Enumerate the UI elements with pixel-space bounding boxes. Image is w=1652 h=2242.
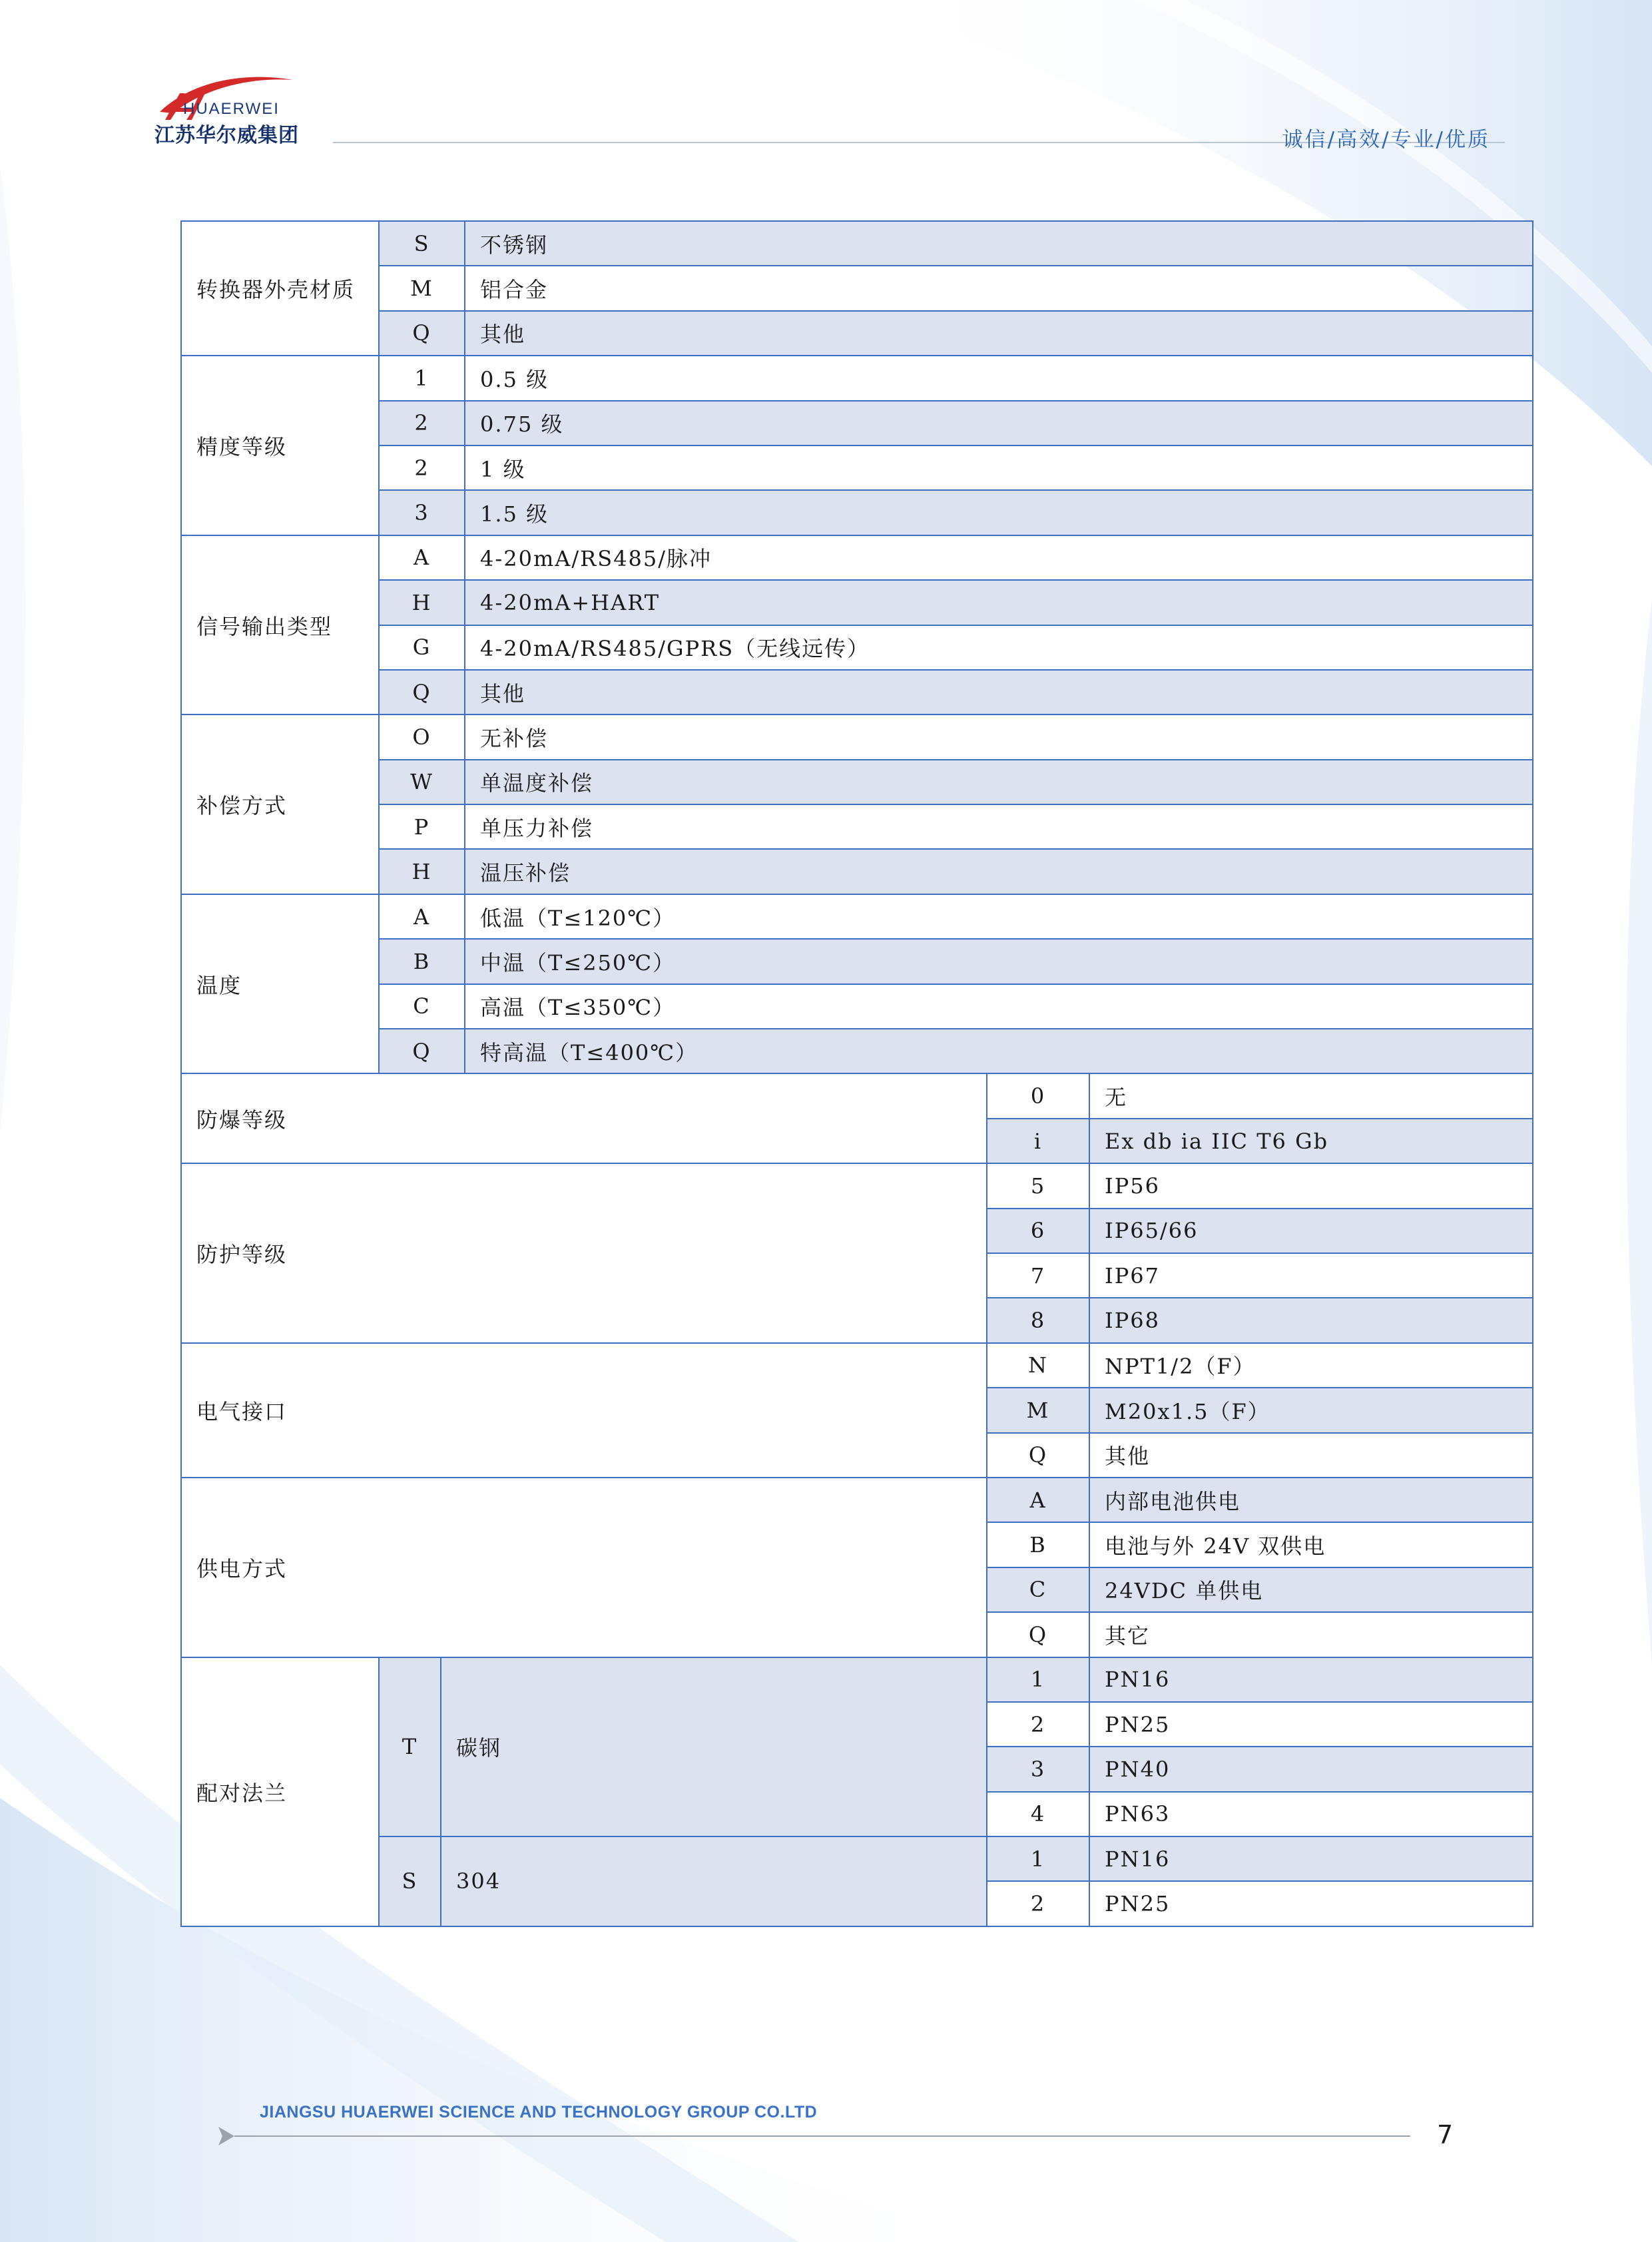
code-cell: H (379, 849, 465, 894)
code-cell: 5 (987, 1163, 1089, 1208)
code-cell: C (379, 984, 465, 1029)
code-cell: 1 (987, 1836, 1089, 1881)
option-cell: 不锈钢 (465, 221, 1533, 266)
option-cell: Ex db ia IIC T6 Gb (1089, 1119, 1533, 1163)
code-cell: M (987, 1388, 1089, 1432)
group-label: 补偿方式 (181, 714, 379, 894)
option-cell: M20x1.5（F） (1089, 1388, 1533, 1432)
option-cell: 1.5 级 (465, 490, 1533, 535)
option-cell: 高温（T≤350℃） (465, 984, 1533, 1029)
code-cell: P (379, 804, 465, 849)
option-cell: 单温度补偿 (465, 760, 1533, 804)
option-cell: 其他 (465, 311, 1533, 356)
code-cell: 1 (379, 356, 465, 400)
option-cell: 0.75 级 (465, 401, 1533, 445)
logo-text-cn: 江苏华尔威集团 (154, 124, 299, 147)
code-cell: i (987, 1119, 1089, 1163)
code-cell: S (379, 221, 465, 266)
code-cell: N (987, 1343, 1089, 1388)
option-cell: 24VDC 单供电 (1089, 1567, 1533, 1612)
code-cell: 2 (379, 445, 465, 490)
footer-company-name: JIANGSU HUAERWEI SCIENCE AND TECHNOLOGY GROUP CO.LTD (260, 2103, 818, 2121)
code-cell: A (987, 1478, 1089, 1522)
page-number: 7 (1437, 2120, 1454, 2149)
option-cell: 4-20mA/RS485/GPRS（无线远传） (465, 625, 1533, 670)
option-cell: 低温（T≤120℃） (465, 894, 1533, 939)
code-cell: Q (987, 1612, 1089, 1657)
option-cell: 无补偿 (465, 714, 1533, 759)
option-cell: 0.5 级 (465, 356, 1533, 400)
option-cell: 特高温（T≤400℃） (465, 1029, 1533, 1073)
group-label: 精度等级 (181, 356, 379, 535)
code-cell: Q (379, 670, 465, 714)
option-cell: PN16 (1089, 1657, 1533, 1702)
group-label: 温度 (181, 894, 379, 1074)
option-cell: 中温（T≤250℃） (465, 939, 1533, 983)
option-cell: 单压力补偿 (465, 804, 1533, 849)
option-cell: IP67 (1089, 1253, 1533, 1298)
code-cell: 1 (987, 1657, 1089, 1702)
code-cell: 2 (987, 1702, 1089, 1747)
option-cell: 内部电池供电 (1089, 1478, 1533, 1522)
option-cell: IP68 (1089, 1298, 1533, 1342)
group-label: 防爆等级 (181, 1073, 987, 1163)
option-cell: 其他 (465, 670, 1533, 714)
slogan: 诚信/高效/专业/优质 (1282, 128, 1490, 152)
material-code-cell: T (379, 1657, 441, 1837)
code-cell: 8 (987, 1298, 1089, 1342)
code-cell: Q (987, 1433, 1089, 1478)
code-cell: O (379, 714, 465, 759)
group-label: 转换器外壳材质 (181, 221, 379, 356)
code-cell: 3 (379, 490, 465, 535)
option-cell: IP56 (1089, 1163, 1533, 1208)
code-cell: 7 (987, 1253, 1089, 1298)
option-cell: 4-20mA/RS485/脉冲 (465, 535, 1533, 580)
option-cell: 无 (1089, 1073, 1533, 1118)
code-cell: 4 (987, 1792, 1089, 1836)
material-name-cell: 碳钢 (441, 1657, 987, 1837)
code-cell: 3 (987, 1747, 1089, 1791)
code-cell: 2 (987, 1881, 1089, 1926)
code-cell: 6 (987, 1209, 1089, 1253)
group-label: 供电方式 (181, 1478, 987, 1657)
code-cell: B (379, 939, 465, 983)
code-cell: Q (379, 1029, 465, 1073)
option-cell: PN40 (1089, 1747, 1533, 1791)
option-cell: PN25 (1089, 1881, 1533, 1926)
group-label: 防护等级 (181, 1163, 987, 1343)
material-name-cell: 304 (441, 1836, 987, 1926)
group-label: 电气接口 (181, 1343, 987, 1478)
footer-arrow-line (212, 2123, 1417, 2149)
option-cell: 其他 (1089, 1433, 1533, 1478)
option-cell: 铝合金 (465, 266, 1533, 310)
code-cell: Q (379, 311, 465, 356)
option-cell: 其它 (1089, 1612, 1533, 1657)
code-cell: G (379, 625, 465, 670)
group-label: 信号输出类型 (181, 535, 379, 715)
code-cell: C (987, 1567, 1089, 1612)
option-cell: 电池与外 24V 双供电 (1089, 1522, 1533, 1567)
code-cell: W (379, 760, 465, 804)
code-cell: 0 (987, 1073, 1089, 1118)
material-code-cell: S (379, 1836, 441, 1926)
option-cell: 1 级 (465, 445, 1533, 490)
group-label: 配对法兰 (181, 1657, 379, 1926)
code-cell: A (379, 894, 465, 939)
option-cell: NPT1/2（F） (1089, 1343, 1533, 1388)
code-cell: B (987, 1522, 1089, 1567)
code-cell: H (379, 580, 465, 625)
code-cell: A (379, 535, 465, 580)
code-cell: 2 (379, 401, 465, 445)
option-cell: PN16 (1089, 1836, 1533, 1881)
model-selection-table (180, 220, 1533, 1927)
option-cell: PN63 (1089, 1792, 1533, 1836)
option-cell: 4-20mA+HART (465, 580, 1533, 625)
logo-text-en: HUAERWEI (183, 100, 280, 118)
option-cell: 温压补偿 (465, 849, 1533, 894)
option-cell: PN25 (1089, 1702, 1533, 1747)
code-cell: M (379, 266, 465, 310)
option-cell: IP65/66 (1089, 1209, 1533, 1253)
